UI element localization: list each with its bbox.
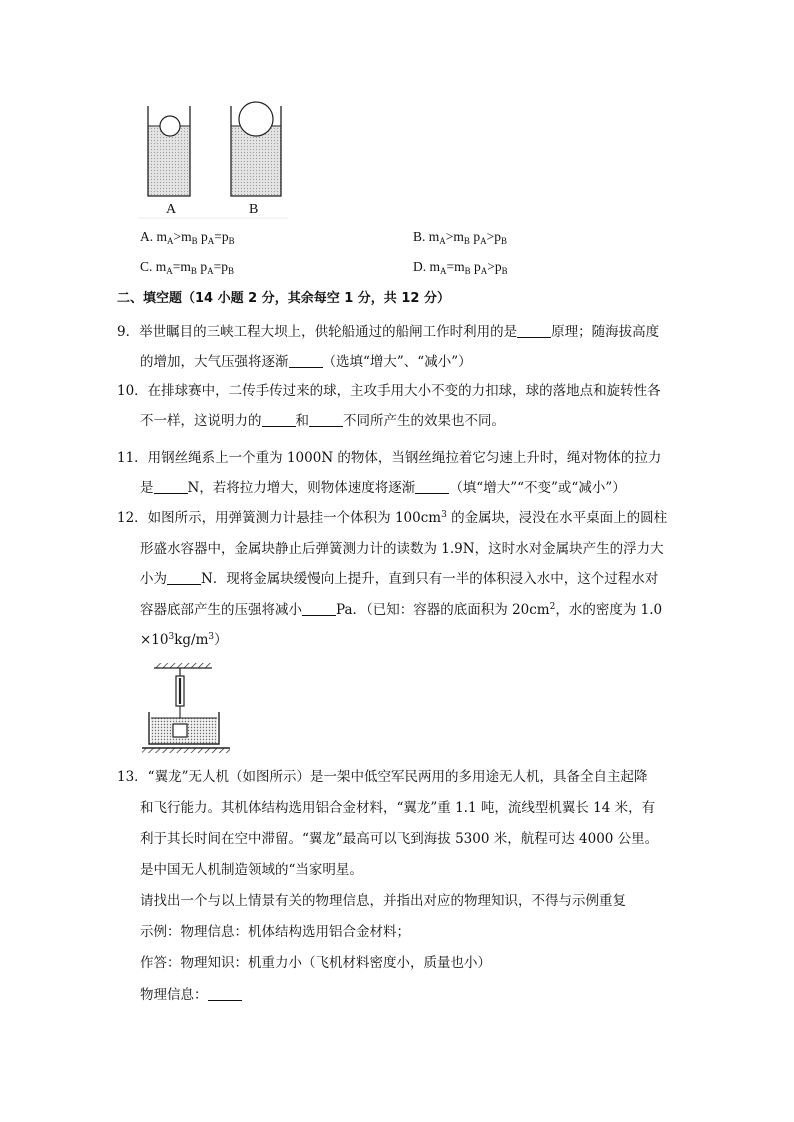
- q9-blank-2[interactable]: [289, 353, 323, 368]
- spring-scale-figure: [142, 660, 234, 758]
- q13-line-6: 示例：物理信息：机体结构选用铝合金材料；: [140, 924, 410, 940]
- q13-blank-1[interactable]: [208, 986, 242, 1001]
- q13-line-2: 和飞行能力。其机体结构选用铝合金材料，“翼龙”重 1.1 吨，流线型机翼长 14 米，有: [140, 800, 656, 816]
- option-c[interactable]: C. $m_A=m_B$ $p_A=p_B$: [140, 259, 234, 276]
- q12-blank-2[interactable]: [302, 601, 336, 616]
- q12-blank-1[interactable]: [167, 570, 201, 585]
- q13-line-7: 作答：物理知识：机重力小（飞机材料密度小，质量也小）: [140, 955, 491, 971]
- ball-a: [160, 116, 180, 136]
- container-a: [148, 106, 190, 196]
- q11-line-1: 11．用钢丝绳系上一个重为 1000N 的物体，当钢丝绳拉着它匀速上升时，绳对物体的拉力: [117, 450, 662, 466]
- q12-line-2: 形盛水容器中，金属块静止后弹簧测力计的读数为 1.9N，这时水对金属块产生的浮力大: [140, 541, 664, 557]
- ball-b: [239, 102, 273, 136]
- metal-block: [173, 724, 187, 737]
- containers-figure: [138, 100, 288, 222]
- q10-blank-1[interactable]: [262, 412, 296, 427]
- q13-line-1: 13．“翼龙”无人机（如图所示）是一架中低空军民两用的多用途无人机，具备全自主起降: [117, 769, 648, 785]
- q10-blank-2[interactable]: [309, 412, 343, 427]
- q13-line-5: 请找出一个与以上情景有关的物理信息，并指出对应的物理知识，不得与示例重复: [140, 893, 626, 909]
- q10-line-2: 不一样，这说明力的 和 不同所产生的效果也不同。: [140, 413, 505, 429]
- q9-line-1: 9．举世瞩目的三峡工程大坝上，供轮船通过的船闸工作时利用的是 原理；随海拔高度: [117, 324, 660, 340]
- q9-line-2: 的增加，大气压强将逐渐 （选填“增大”、“减小”）: [140, 354, 472, 370]
- q9-blank-1[interactable]: [517, 323, 551, 338]
- q13-line-3: 利于其长时间在空中滞留。“翼龙”最高可以飞到海拔 5300 米，航程可达 4000 公里。: [140, 831, 659, 847]
- container-b-label: B: [249, 202, 259, 217]
- q13-line-4: 是中国无人机制造领域的“当家明星。: [140, 862, 363, 878]
- option-b[interactable]: B. $m_A>m_B$ $p_A>p_B$: [413, 229, 507, 246]
- q11-blank-1[interactable]: [154, 479, 188, 494]
- container-b: [231, 102, 281, 196]
- q12-line-3: 小为 N．现将金属块缓慢向上提升，直到只有一半的体积浸入水中，这个过程水对: [140, 571, 659, 587]
- q12-line-4: 容器底部产生的压强将减小 Pa．（已知：容器的底面积为 $20cm^2$，水的密度为 1.0: [140, 602, 663, 618]
- q11-line-2: 是 N，若将拉力增大，则物体速度将逐渐 （填“增大”“不变”或“减小”）: [140, 480, 626, 496]
- q13-line-8: 物理信息：: [140, 985, 242, 1005]
- q12-line-1: 12．如图所示，用弹簧测力计悬挂一个体积为 $100cm^3$ 的金属块，浸没在水平桌面上的圆柱: [117, 510, 668, 526]
- q12-line-5: $\times 10^3kg/m^3$）: [140, 632, 228, 648]
- option-a[interactable]: A. $m_A>m_B$ $p_A=p_B$: [140, 229, 235, 246]
- option-d[interactable]: D. $m_A=m_B$ $p_A>p_B$: [413, 259, 508, 276]
- container-a-label: A: [166, 202, 177, 217]
- q10-line-1: 10．在排球赛中，二传手传过来的球，主攻手用大小不变的力扣球，球的落地点和旋转性各: [117, 383, 661, 399]
- section-title: 二、填空题（14 小题 2 分，其余每空 1 分，共 12 分）: [117, 291, 450, 306]
- q11-blank-2[interactable]: [415, 479, 449, 494]
